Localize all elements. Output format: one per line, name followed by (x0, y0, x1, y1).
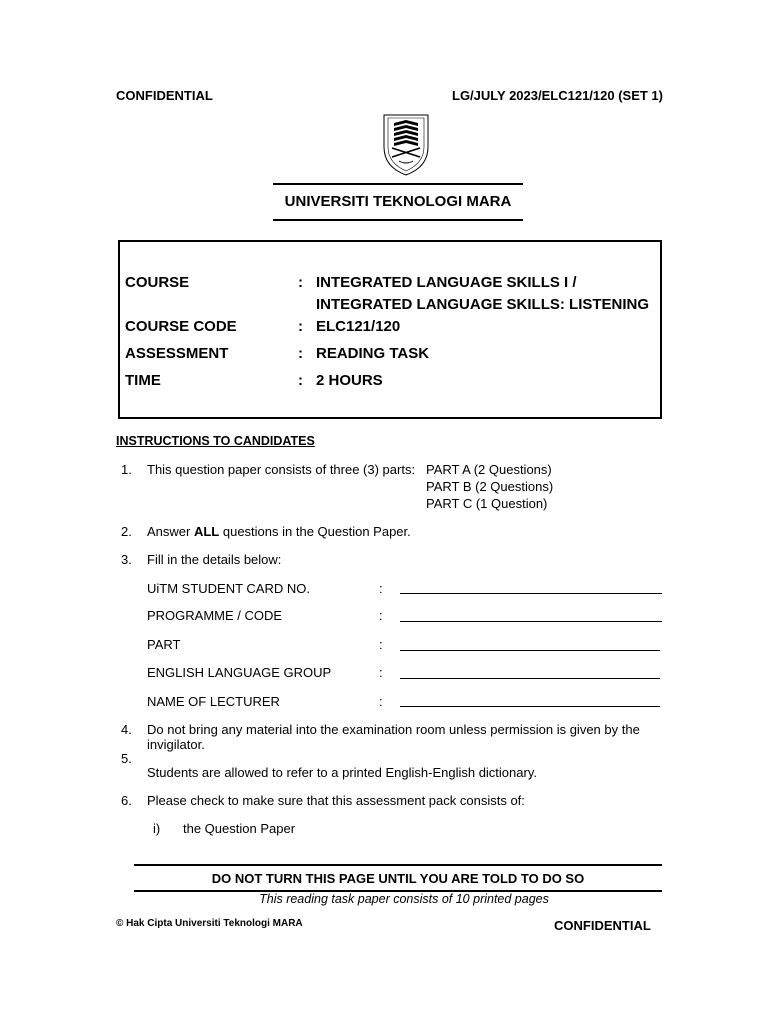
instructions-title: INSTRUCTIONS TO CANDIDATES (116, 434, 315, 448)
instruction-2-number: 2. (121, 524, 132, 539)
instruction-4-line2: invigilator. (147, 737, 205, 752)
copyright-notice: © Hak Cipta Universiti Teknologi MARA (116, 918, 303, 929)
header-paper-code: LG/JULY 2023/ELC121/120 (SET 1) (452, 88, 663, 103)
instruction-2-text: Answer ALL questions in the Question Paper. (147, 524, 411, 539)
student-card-no-field[interactable] (400, 593, 662, 594)
field-colon: : (379, 665, 383, 680)
course-code-label: COURSE CODE (125, 318, 237, 335)
course-code-colon: : (298, 318, 303, 335)
field-label-student-card: UiTM STUDENT CARD NO. (147, 581, 310, 596)
course-value-line1: INTEGRATED LANGUAGE SKILLS I / (316, 274, 577, 291)
title-rule-top (273, 183, 523, 185)
time-label: TIME (125, 372, 161, 389)
field-colon: : (379, 608, 383, 623)
instruction-2-emphasis: ALL (193, 524, 220, 539)
instruction-5-number: 5. (121, 751, 132, 766)
instruction-6-text: Please check to make sure that this assessment pack consists of: (147, 793, 525, 808)
instruction-1-number: 1. (121, 462, 132, 477)
field-label-part: PART (147, 637, 181, 652)
lecturer-name-field[interactable] (400, 706, 660, 707)
instruction-1-text: This question paper consists of three (3) parts: (147, 462, 416, 477)
course-value-line2: INTEGRATED LANGUAGE SKILLS: LISTENING (316, 296, 650, 313)
course-code-value: ELC121/120 (316, 318, 401, 335)
sub-item-text: the Question Paper (183, 821, 296, 836)
title-rule-bottom (273, 219, 523, 221)
banner-rule-top (134, 864, 662, 866)
printed-pages-note: This reading task paper consists of 10 printed pages (259, 892, 549, 906)
footer-confidential: CONFIDENTIAL (554, 918, 651, 933)
part-c: PART C (1 Question) (426, 496, 548, 511)
instruction-3-text: Fill in the details below: (147, 552, 282, 567)
field-colon: : (379, 581, 383, 596)
do-not-turn-banner: DO NOT TURN THIS PAGE UNTIL YOU ARE TOLD TO DO SO (211, 871, 585, 886)
instruction-6-number: 6. (121, 793, 132, 808)
instruction-5-text: Students are allowed to refer to a printed English-English dictionary. (147, 765, 537, 780)
part-field[interactable] (400, 650, 660, 651)
time-value: 2 HOURS (316, 372, 383, 389)
instruction-3-number: 3. (121, 552, 132, 567)
instruction-4-number: 4. (121, 722, 132, 737)
header-confidential: CONFIDENTIAL (116, 88, 213, 103)
english-group-field[interactable] (400, 678, 660, 679)
field-label-lecturer: NAME OF LECTURER (147, 694, 280, 709)
course-colon: : (298, 274, 303, 291)
time-colon: : (298, 372, 303, 389)
assessment-value: READING TASK (316, 345, 430, 362)
sub-item-number: i) (153, 821, 161, 836)
university-name: UNIVERSITI TEKNOLOGI MARA (284, 193, 512, 210)
part-b: PART B (2 Questions) (426, 479, 554, 494)
field-colon: : (379, 694, 383, 709)
field-colon: : (379, 637, 383, 652)
university-crest-logo (379, 113, 433, 177)
assessment-colon: : (298, 345, 303, 362)
programme-code-field[interactable] (400, 621, 662, 622)
field-label-programme: PROGRAMME / CODE (147, 608, 283, 623)
part-a: PART A (2 Questions) (426, 462, 552, 477)
instruction-4-line1: Do not bring any material into the examination room unless permission is given by the (147, 722, 640, 737)
assessment-label: ASSESSMENT (125, 345, 229, 362)
field-label-english-group: ENGLISH LANGUAGE GROUP (147, 665, 332, 680)
course-label: COURSE (125, 274, 190, 291)
